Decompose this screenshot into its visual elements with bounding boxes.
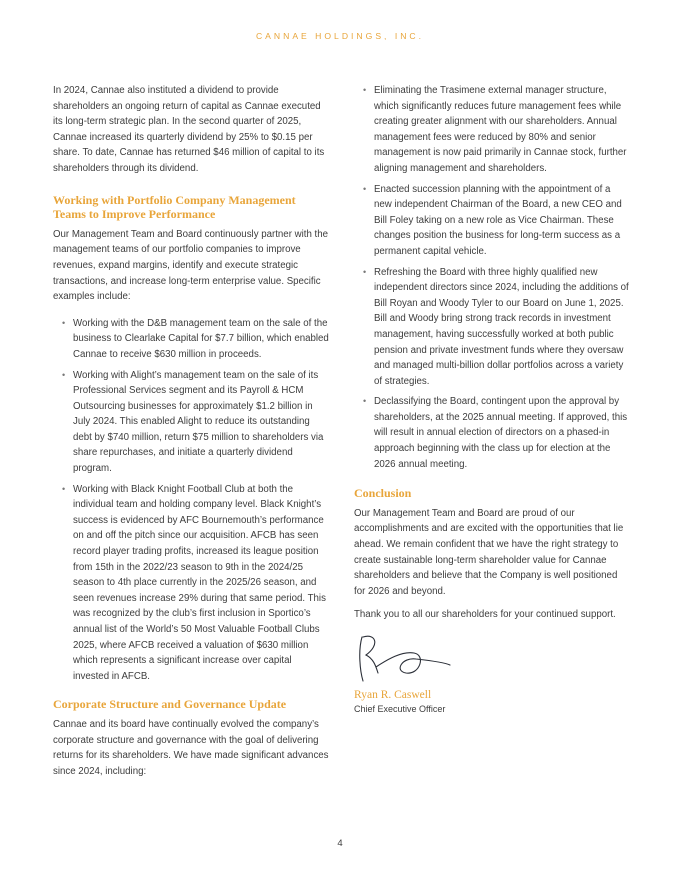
section-body-governance: Cannae and its board have continually evolved the company’s corporate structure and governance with the goal of delivering returns for its shareholders. We have made significant advances since 2024, including: <box>53 718 329 777</box>
list-item: • Enacted succession planning with the appointment of a new independent Chairman of the Board, a new CEO and Bill Foley taking on a new role as Vice Chairman. These changes position the business for long-term success as a permanent capital vehicle. <box>363 183 622 257</box>
thanks-paragraph: Thank you to all our shareholders for your continued support. <box>354 609 616 621</box>
bullet-icon: • <box>62 483 66 494</box>
list-item: • Eliminating the Trasimene external manager structure, which significantly reduces future management fees while creating greater alignment with our shareholders. Annual management fees were reduced by 80% and senior management is now paid primarily in Cannae stock, further aligning management and shareholders. <box>363 85 627 174</box>
bullet-icon: • <box>363 85 367 95</box>
bullet-icon: • <box>363 183 367 194</box>
list-item: • Refreshing the Board with three highly qualified new independent directors since 2024, including the additions of Bill Royan and Woody Tyler to our Board on June 1, 2025. Bill and Woody bring strong track records in investment management, having successfully worked at both public pension and private investment funds where they oversaw and managed multi-billion dollar portfolios across a variety of strategies. <box>363 266 629 387</box>
list-item: • Declassifying the Board, contingent upon the approval by shareholders, at the 2025 annual meeting. If approved, this will result in annual election of directors on a phased-in approach beginning with the class up for election at the 2026 annual meeting. <box>363 396 628 470</box>
bullet-icon: • <box>62 369 66 380</box>
page-header: CANNAE HOLDINGS, INC. <box>255 31 425 41</box>
section-title-governance: Corporate Structure and Governance Update <box>53 697 287 712</box>
bullet-icon: • <box>62 317 66 328</box>
list-item: • Working with Black Knight Football Club at both the individual team and holding company level. Black Knight’s success is evidenced by AFC Bournemouth’s performance on and off the pitch since our acquisition. AFCB has seen record player trading profits, increased its league position from 15th in the 2022/23 season to 9th in the 2024/25 season to 4th place currently in the 2025/26 season, and seen revenues increase 29% during that same period. This was recognized by the club’s first inclusion in Sportico’s annual list of the World’s 50 Most Valuable Football Clubs 2025, where AFCB received a valuation of $630 million which represents a significant increase over capital invested in AFCB. <box>62 483 326 682</box>
page-number: 4 <box>337 838 343 849</box>
signer-title: Chief Executive Officer <box>354 704 446 714</box>
bullet-icon: • <box>363 266 367 277</box>
list-item: • Working with the D&B management team on the sale of the business to Clearlake Capital for $7.7 billion, which enabled Cannae to receive $630 million in proceeds. <box>62 317 329 360</box>
portfolio-examples-list <box>53 316 329 685</box>
left-column <box>53 83 329 779</box>
conclusion-paragraph: Our Management Team and Board are proud of our accomplishments and are excited with the opportunities that lie ahead. We remain confident that we have the right strategy to create sustainable long-term shareholder value for Cannae shareholders and believe that the Company is well positioned for 2026 and beyond. <box>354 507 624 597</box>
section-title-portfolio: Working with Portfolio Company Management Teams to Improve Performance <box>53 192 296 222</box>
signature-image <box>354 629 464 689</box>
right-column <box>354 83 630 714</box>
intro-paragraph: In 2024, Cannae also instituted a dividend to provide shareholders an ongoing return of capital as Cannae executed its long-term strategic plan. In the second quarter of 2025, Cannae increased its quarterly dividend by 25% to $0.15 per share. To date, Cannae has returned $46 million of capital to its shareholders through its dividend. <box>53 85 325 174</box>
bullet-icon: • <box>363 396 367 407</box>
section-title-conclusion: Conclusion <box>354 486 412 501</box>
signer-name: Ryan R. Caswell <box>354 689 432 701</box>
list-item: • Working with Alight’s management team on the sale of its Professional Services segment and its Payroll & HCM Outsourcing businesses for approximately $1.2 billion in July 2024. This enabled Alight to reduce its outstanding debt by $740 million, return $75 million to shareholders via share repurchases, and initiate a quarterly dividend program. <box>62 369 324 475</box>
governance-advances-list <box>354 83 630 472</box>
section-body-portfolio: Our Management Team and Board continuously partner with the management teams of our portfolio companies to improve revenues, expand margins, identify and execute strategic transactions, and increase long-term enterprise value. Specific examples include: <box>53 228 328 303</box>
